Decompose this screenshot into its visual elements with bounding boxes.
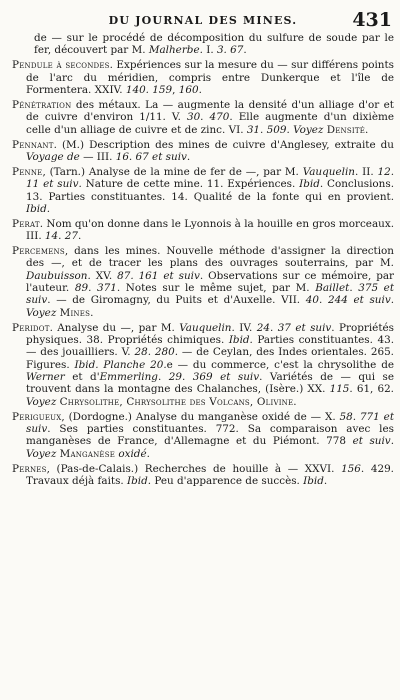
entry-text: , (Dordogne.) Analyse du manganèse oxidé de — X. [61,410,340,423]
entry-text: 87. 161 et suiv [117,269,200,282]
entry-text: Voyez [293,123,324,136]
entry-text: . Peu d'apparence de succès. [147,475,304,488]
entry-text: . [286,123,294,136]
entry-text: des métaux. La — augmente la densité d'un alliage d'or et de cuivre d'environ 1/11. V. [26,98,394,124]
entry-text: 375 et suiv [26,282,395,307]
entry-text: 89. 371 [74,282,117,295]
entry-text: . [157,371,169,384]
entry-text: . [146,447,150,460]
entry-text: 30. 470 [186,111,230,124]
entry-text: . [90,306,94,319]
entry-text: . Parties constituantes. 43. — des jouailliers. V. [26,334,394,359]
entry-text: Chrysolithe, Chrysolithe des Volcans, Olivine [59,395,294,408]
entry-text: 29. 369 et suiv [168,371,260,384]
entry-text: Pendule à secondes [12,59,110,72]
index-entry [12,32,394,57]
entry-text: . [77,230,82,243]
entry-text: 12. 11 et suiv [26,165,394,191]
entry-text: . Ses parties constituantes. 772. Sa comparaison avec les manganèses de France, d'Allemagne et du Piémont. 778 [26,423,394,448]
entry-text: Ibid [127,475,148,488]
entry-text: . Notes sur le même sujet, par M. [116,282,316,295]
running-title: DU JOURNAL DES MINES. [108,14,298,27]
entry-text: . [390,294,394,307]
entry-text: . II. [354,165,378,178]
entry-text: 16. 67 et suiv [115,150,187,163]
entry-text: . XV. [87,269,118,282]
entry-text: Pernes [12,462,47,475]
entry-text: . Elle augmente d'un dixième celle d'un alliage de cuivre et de zinc. VI. [26,111,394,136]
entry-text: . Nature de cette mine. 11. Expériences. [78,178,300,191]
entry-text: Voyez [26,395,57,408]
entry-text: Penne [12,165,43,178]
entry-text: 58. 771 et suiv [26,410,394,436]
entry-text: . — de Giromagny, du Puits et d'Auxelle. VII. [47,294,306,307]
entry-text: Pénétration [12,98,72,111]
entry-text: Ibid [26,202,47,215]
entry-text: Ibid [299,178,320,191]
index-entry [12,59,394,96]
entry-text: Mines [59,306,91,319]
entry-text: . 429. Travaux déjà faits. [26,462,394,488]
entry-text: e — du commerce, c'est la chrysolithe de [166,358,394,371]
entry-text: . Propriétés physiques. 38. Propriétés chimiques. [26,321,394,347]
entry-text: 40. 244 et suiv [305,294,391,307]
entry-text: Werner [26,371,65,384]
entry-text: de — sur le procédé de décomposition du sulfure de soude par le fer, découvert par M. [34,32,394,57]
entry-text: . Analyse du —, par M. [49,321,180,334]
entry-text: — III. [79,150,116,163]
entry-text: . [293,395,297,408]
entry-text: . [390,435,394,448]
entry-text: . [349,282,359,295]
entry-text: Pennant [12,138,54,151]
index-entry [12,463,394,488]
index-entry [12,411,394,460]
entry-text: Voyage de [26,150,80,163]
entry-text: Vauquelin [179,321,232,334]
entry-text: 156 [341,462,361,475]
entry-text: 160 [178,83,199,96]
entry-text: , (Pas-de-Calais.) Recherches de houille à — XXVI. [46,462,342,475]
entry-text: . Expériences sur la mesure du — sur différens points de l'arc du méridien, compris entre Dunkerque et l'île de Formentera. XXIV. [26,59,394,96]
entry-text: 31. 509 [246,123,287,136]
entry-text: Manganèse [59,447,116,460]
entry-text: Ibid [303,475,324,488]
entry-text: oxidé [118,447,147,460]
entry-text: 14. 27 [44,230,78,243]
entry-text: Percemens [12,245,65,258]
entry-text: Voyez [26,447,57,460]
entry-text: . [365,123,369,136]
entry-text: , [172,83,179,96]
entry-text: Peridot [12,321,50,334]
entry-text: . IV. [231,321,257,334]
entry-text: 3. 67 [216,44,244,57]
entry-text: . (M.) Description des mines de cuivre d'Anglesey, extraite du [53,138,394,151]
index-entry [12,218,394,243]
entry-text: Malherbe [148,44,200,57]
index-entry [12,139,394,164]
entry-text: . [46,202,51,215]
entry-text: 24. 37 et suiv [256,321,332,334]
entry-text: . [323,475,328,488]
entry-text: . [186,150,191,163]
entry-text: . — de Ceylan, des Indes orientales. 265. Figures. [26,346,394,371]
entry-text: . Observations sur ce mémoire, par l'auteur. [26,269,395,295]
entry-text: Densité [326,123,366,136]
index-entries [12,32,394,487]
page-number: 431 [352,9,392,31]
page-header [12,8,394,32]
entry-text: . 61, 62. [349,383,394,396]
index-entry [12,245,394,319]
index-entry [12,99,394,136]
entry-text: Vauquelin [302,165,355,178]
entry-text: et suiv [352,435,391,448]
entry-text: . Conclusions. 13. Parties constituantes. 14. Qualité de la fonte qui en provient. [26,178,395,203]
entry-text: Baillet [315,282,350,295]
entry-text: , dans les mines. Nouvelle méthode d'assigner la direction des —, et de tracer les plans des ouvrages souterrains, par M. [26,245,394,270]
entry-text: 28. 280 [134,346,175,359]
index-entry [12,166,394,215]
entry-text: . [243,44,247,57]
entry-text: Voyez [26,306,57,319]
entry-text: Ibid [228,334,250,347]
entry-text: . I. [199,44,217,57]
entry-text: 115 [329,383,350,396]
entry-text: , (Tarn.) Analyse de la mine de fer de —, par M. [42,165,303,178]
entry-text: Daubuisson [26,269,88,282]
entry-text: 140. 159 [125,83,173,96]
entry-text: Perigueux [12,410,62,423]
index-entry [12,322,394,408]
entry-text: et d' [64,371,100,384]
entry-text: . Variétés de — qui se trouvent dans la montagne des Chalanches, (Isère.) XX. [26,371,394,396]
entry-text: Perat [12,217,40,230]
entry-text: . Nom qu'on donne dans le Lyonnois à la houille en gros morceaux. III. [26,217,394,243]
entry-text: . [198,83,202,96]
entry-text: Ibid. Planche 20. [74,358,167,371]
entry-text: Emmerling [99,371,158,384]
